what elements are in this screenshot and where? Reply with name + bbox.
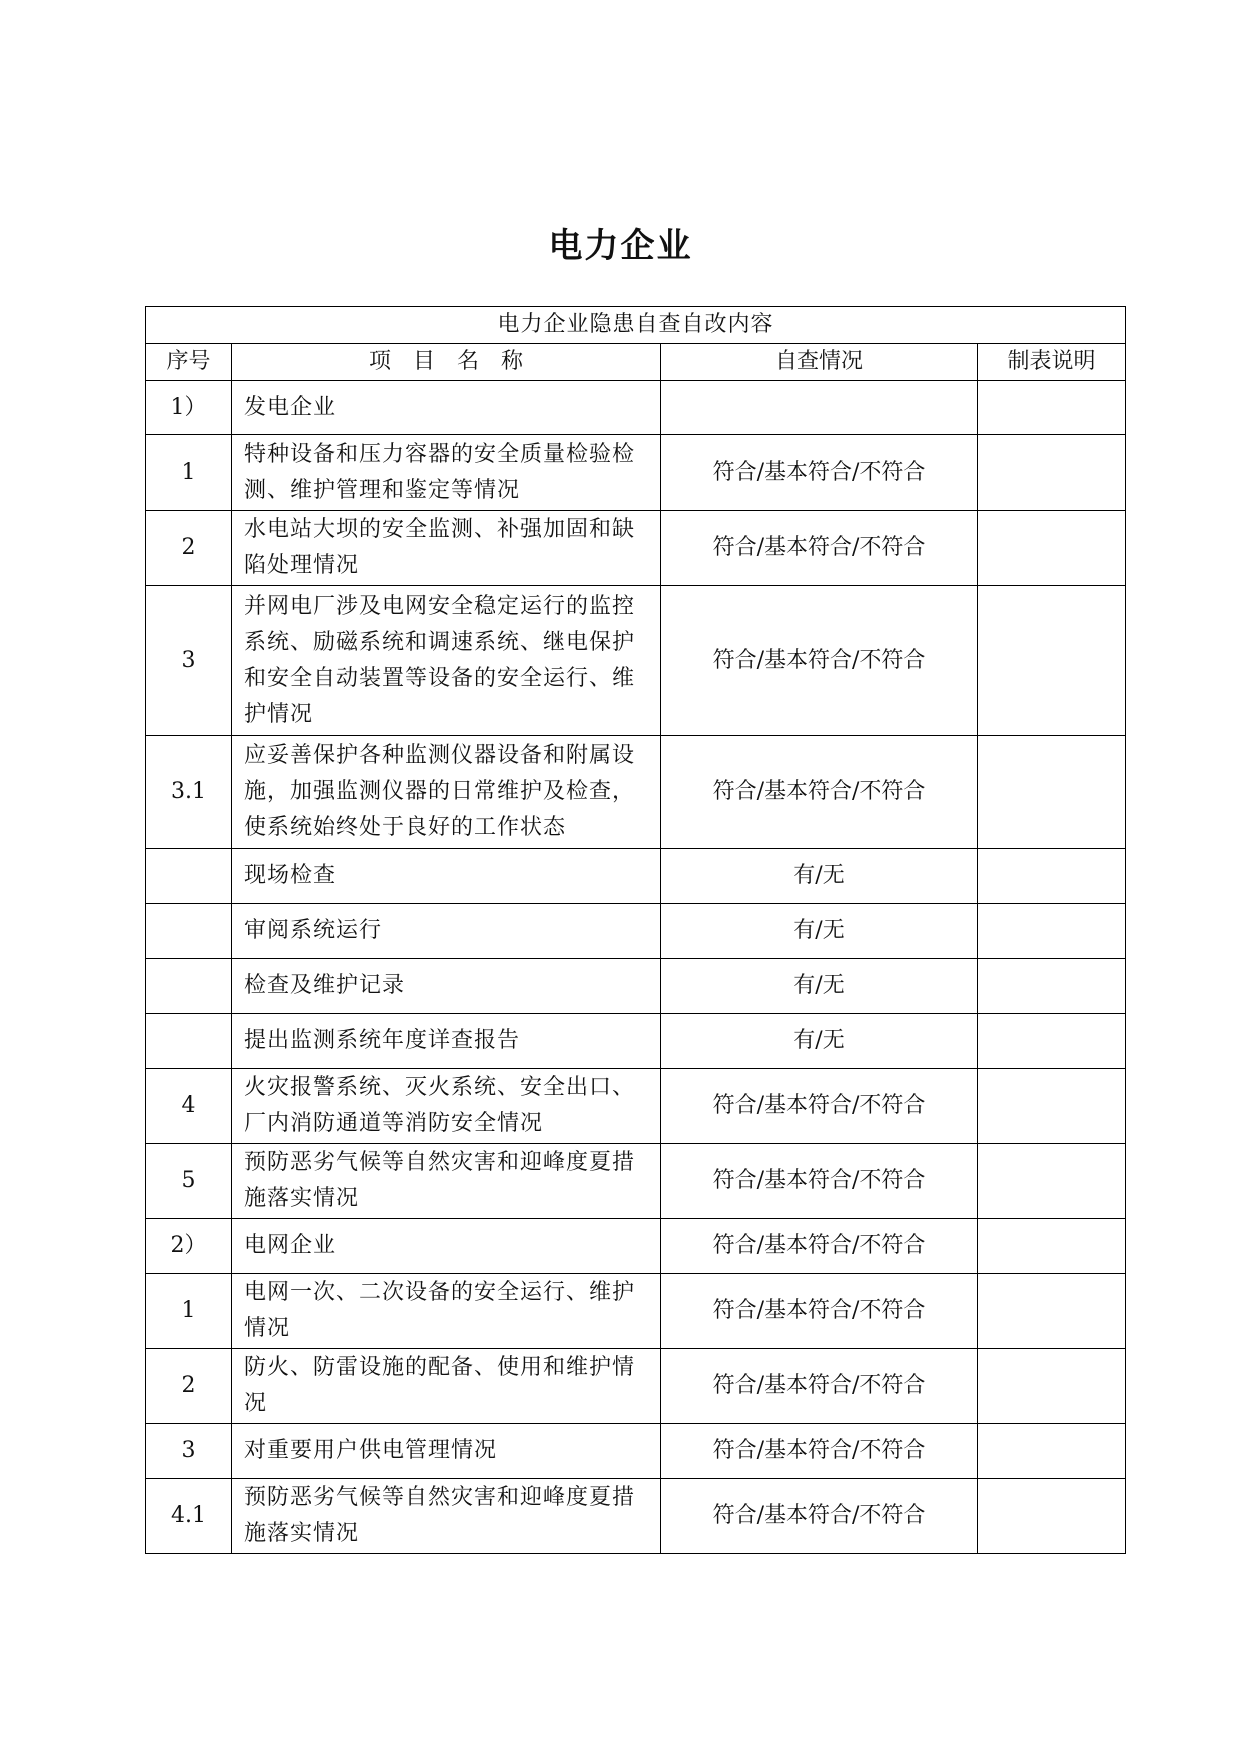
row-item: 水电站大坝的安全监测、补强加固和缺陷处理情况	[232, 511, 661, 586]
row-seq: 1	[146, 1274, 232, 1349]
row-check-status: 符合/基本符合/不符合	[661, 1069, 978, 1144]
table-row	[146, 1014, 1126, 1069]
row-note	[978, 435, 1126, 511]
row-item: 电网一次、二次设备的安全运行、维护情况	[232, 1274, 661, 1349]
row-seq: 2	[146, 1349, 232, 1424]
row-check-status: 符合/基本符合/不符合	[661, 1424, 978, 1479]
row-check-status: 符合/基本符合/不符合	[661, 1274, 978, 1349]
row-note	[978, 586, 1126, 736]
row-item: 对重要用户供电管理情况	[232, 1424, 661, 1479]
table-row	[146, 1349, 1126, 1424]
table-row	[146, 1069, 1126, 1144]
row-item: 审阅系统运行	[232, 904, 661, 959]
row-seq: 4	[146, 1069, 232, 1144]
table-row	[146, 1274, 1126, 1349]
page-title: 电力企业	[548, 226, 693, 266]
header-item: 项 目 名 称	[232, 344, 661, 381]
row-check-status: 符合/基本符合/不符合	[661, 1144, 978, 1219]
table-row	[146, 511, 1126, 586]
table-row	[146, 849, 1126, 904]
row-check-status: 符合/基本符合/不符合	[661, 586, 978, 736]
row-note	[978, 736, 1126, 849]
table-row	[146, 381, 1126, 435]
row-seq: 4.1	[146, 1479, 232, 1554]
row-note	[978, 1069, 1126, 1144]
row-check-status	[661, 381, 978, 435]
row-note	[978, 381, 1126, 435]
row-check-status: 符合/基本符合/不符合	[661, 511, 978, 586]
header-check: 自查情况	[661, 344, 978, 381]
table-row	[146, 586, 1126, 736]
row-check-status: 符合/基本符合/不符合	[661, 1479, 978, 1554]
row-item: 防火、防雷设施的配备、使用和维护情况	[232, 1349, 661, 1424]
table-row	[146, 1424, 1126, 1479]
row-check-status: 符合/基本符合/不符合	[661, 736, 978, 849]
row-note	[978, 1424, 1126, 1479]
row-seq	[146, 959, 232, 1014]
row-seq: 3.1	[146, 736, 232, 849]
row-item: 火灾报警系统、灭火系统、安全出口、厂内消防通道等消防安全情况	[232, 1069, 661, 1144]
row-item: 并网电厂涉及电网安全稳定运行的监控系统、励磁系统和调速系统、继电保护和安全自动装置等设备的安全运行、维护情况	[232, 586, 661, 736]
row-check-status: 符合/基本符合/不符合	[661, 1219, 978, 1274]
row-note	[978, 904, 1126, 959]
row-item: 检查及维护记录	[232, 959, 661, 1014]
row-check-status: 有/无	[661, 904, 978, 959]
row-seq	[146, 849, 232, 904]
row-note	[978, 1274, 1126, 1349]
row-seq	[146, 1014, 232, 1069]
table-row	[146, 435, 1126, 511]
row-item: 预防恶劣气候等自然灾害和迎峰度夏措施落实情况	[232, 1479, 661, 1554]
header-seq: 序号	[146, 344, 232, 381]
row-note	[978, 1219, 1126, 1274]
row-item: 特种设备和压力容器的安全质量检验检测、维护管理和鉴定等情况	[232, 435, 661, 511]
row-note	[978, 1479, 1126, 1554]
row-note	[978, 849, 1126, 904]
row-item: 电网企业	[232, 1219, 661, 1274]
header-note: 制表说明	[978, 344, 1126, 381]
row-seq: 1）	[146, 381, 232, 435]
table-row	[146, 904, 1126, 959]
hazard-checklist-table	[145, 306, 1126, 1554]
row-check-status: 有/无	[661, 959, 978, 1014]
row-note	[978, 1349, 1126, 1424]
table-row	[146, 959, 1126, 1014]
row-seq: 1	[146, 435, 232, 511]
row-item: 提出监测系统年度详查报告	[232, 1014, 661, 1069]
table-row	[146, 1479, 1126, 1554]
table-row	[146, 1219, 1126, 1274]
row-check-status: 有/无	[661, 1014, 978, 1069]
row-seq: 5	[146, 1144, 232, 1219]
row-check-status: 符合/基本符合/不符合	[661, 435, 978, 511]
row-note	[978, 511, 1126, 586]
row-item: 现场检查	[232, 849, 661, 904]
row-seq: 2	[146, 511, 232, 586]
row-seq: 2）	[146, 1219, 232, 1274]
row-note	[978, 1144, 1126, 1219]
row-seq	[146, 904, 232, 959]
row-item: 发电企业	[232, 381, 661, 435]
table-row	[146, 736, 1126, 849]
row-check-status: 有/无	[661, 849, 978, 904]
table-caption: 电力企业隐患自查自改内容	[146, 307, 1126, 344]
table-header-row	[146, 344, 1126, 381]
row-note	[978, 959, 1126, 1014]
row-item: 预防恶劣气候等自然灾害和迎峰度夏措施落实情况	[232, 1144, 661, 1219]
row-check-status: 符合/基本符合/不符合	[661, 1349, 978, 1424]
table-caption-row	[146, 307, 1126, 344]
row-seq: 3	[146, 1424, 232, 1479]
row-note	[978, 1014, 1126, 1069]
row-item: 应妥善保护各种监测仪器设备和附属设施，加强监测仪器的日常维护及检查，使系统始终处于良好的工作状态	[232, 736, 661, 849]
row-seq: 3	[146, 586, 232, 736]
table-row	[146, 1144, 1126, 1219]
